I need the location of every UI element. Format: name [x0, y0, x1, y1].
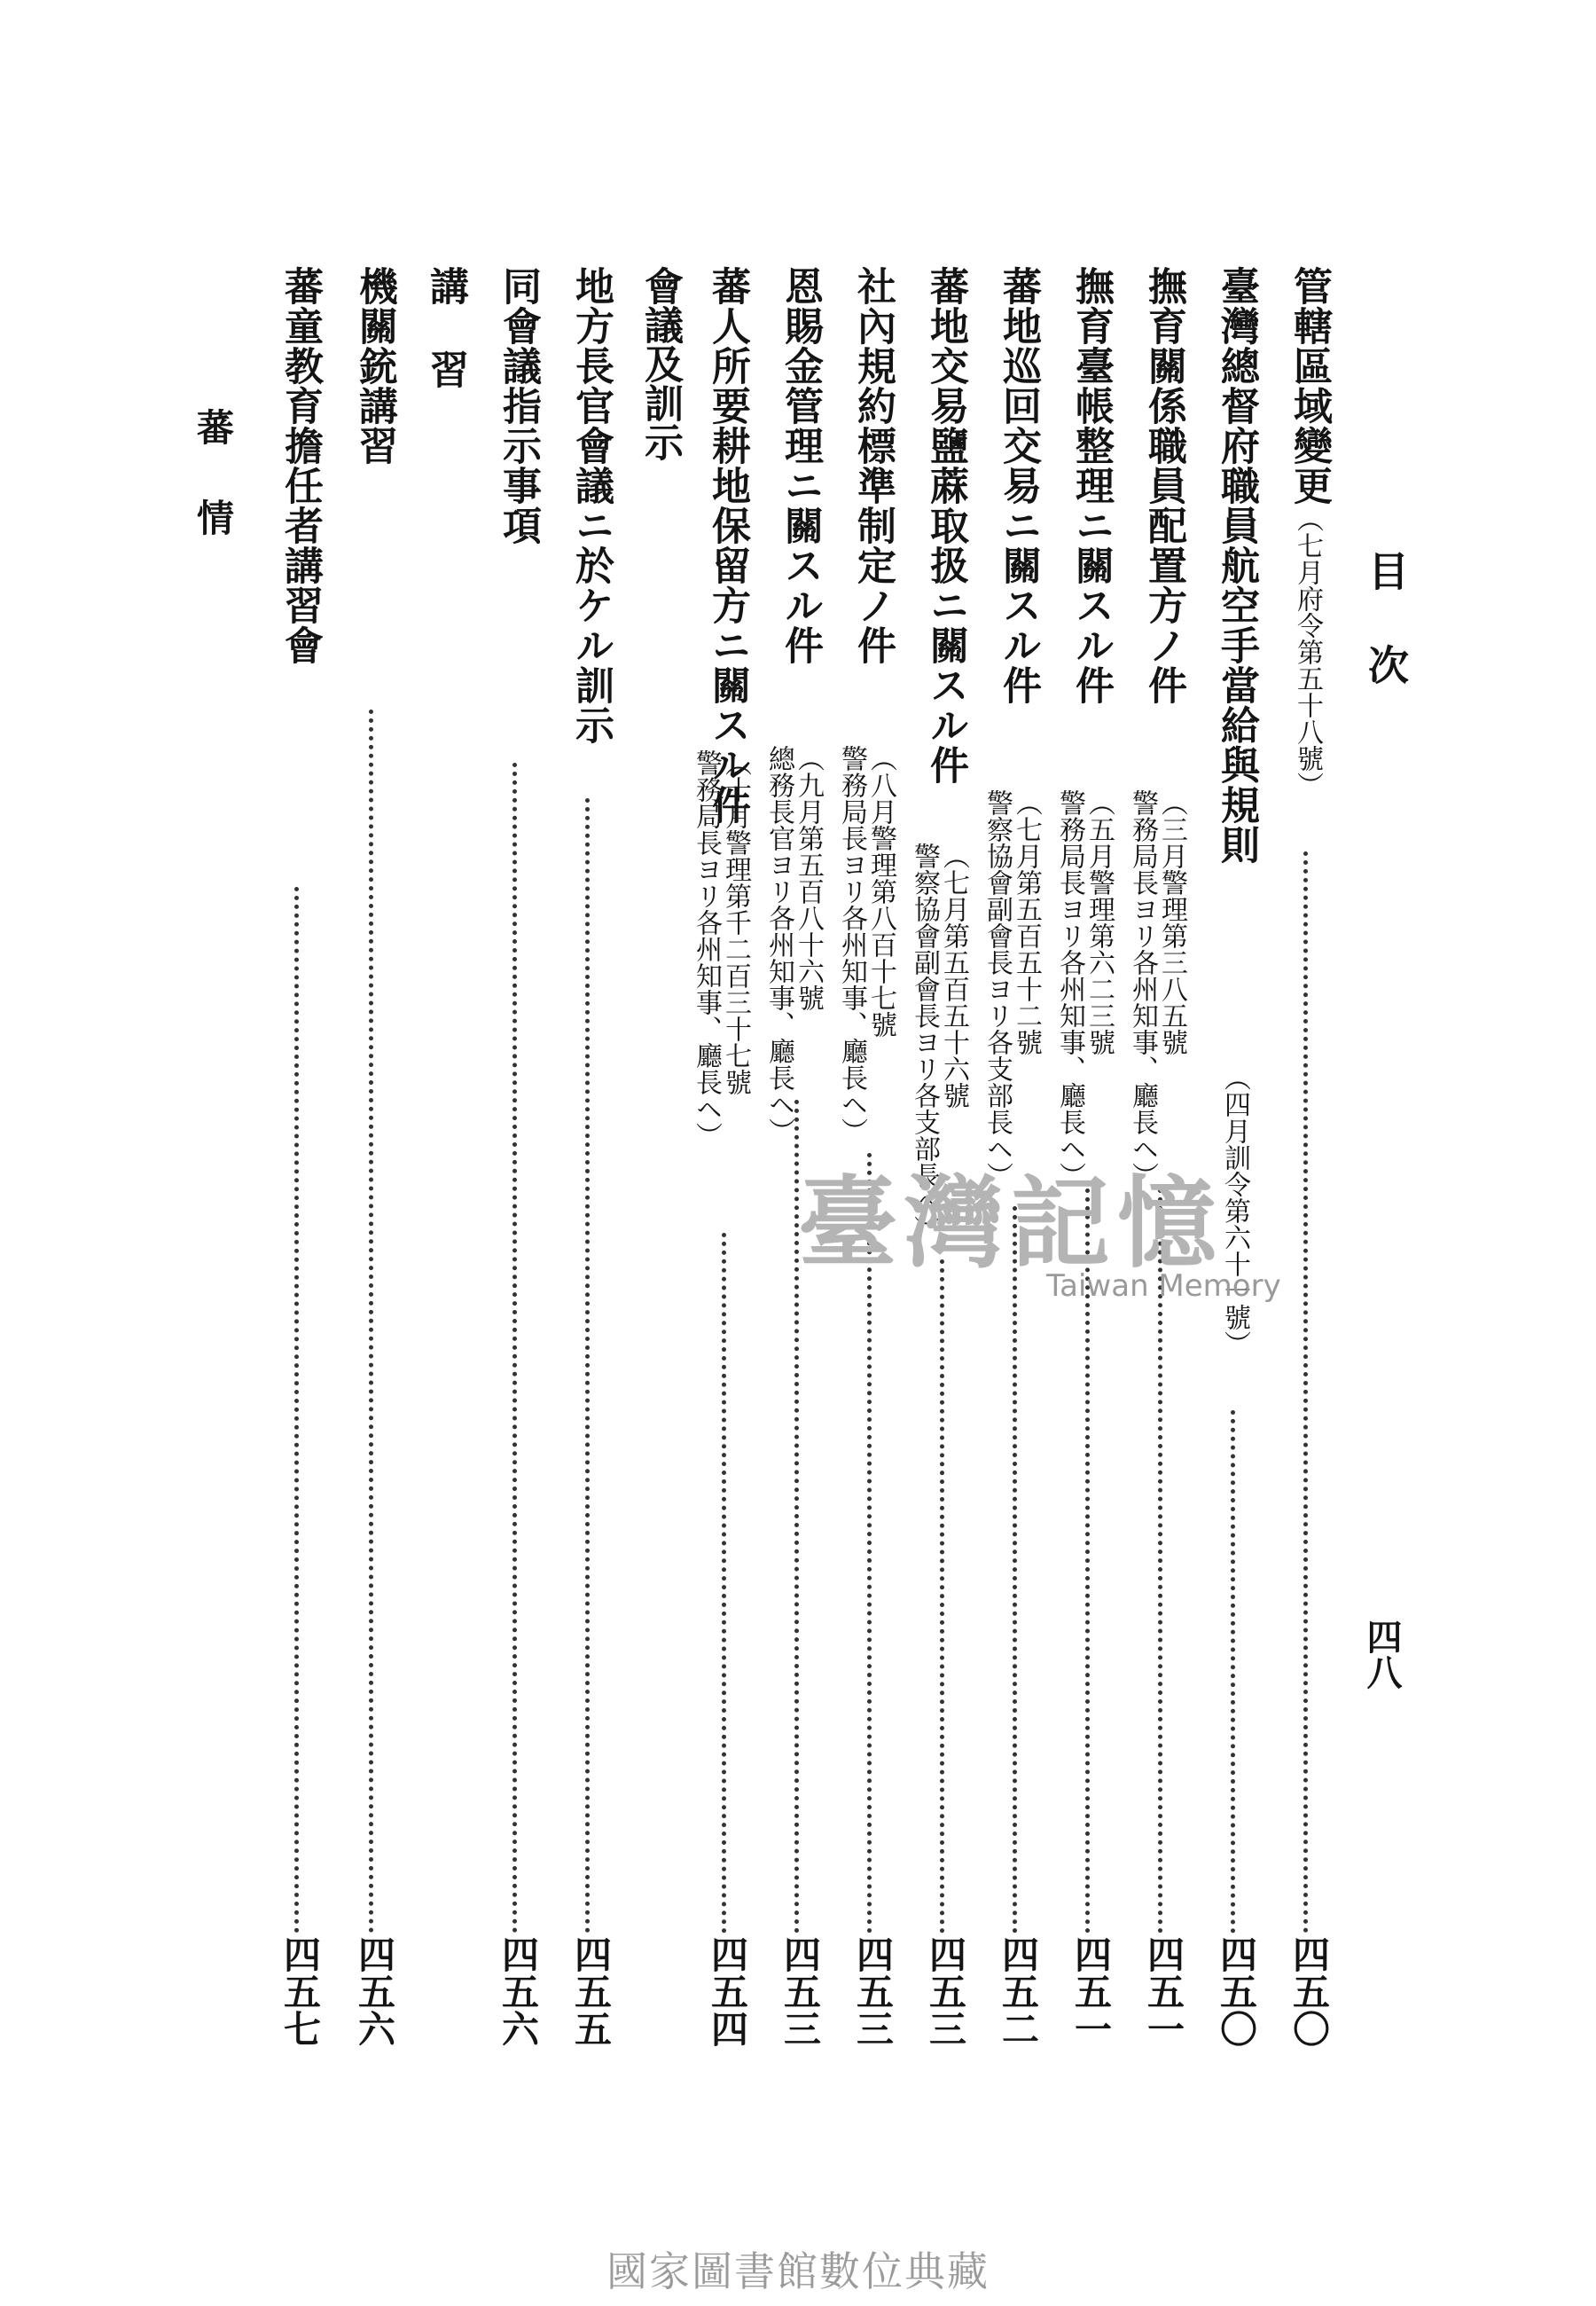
- toc-entry-page: 四五一: [1142, 1935, 1185, 2047]
- toc-entry-note-line: 總務長官ヨリ各州知事、廳長ヘ）: [763, 745, 794, 1144]
- toc-entry-title: 機關銃講習: [352, 266, 397, 466]
- dot-leader: [940, 1259, 944, 1933]
- toc-entry-note-line: 警務局長ヨリ各州知事、廳長ヘ）: [836, 745, 867, 1144]
- toc-entry: [1277, 266, 1341, 2047]
- collection-stamp: 國家圖書館數位典藏: [606, 2247, 990, 2295]
- toc-entry-page: 四五六: [353, 1935, 396, 2047]
- toc-entry: [342, 266, 406, 2047]
- toc-entry-title: 蕃地巡回交易ニ關スル件: [996, 266, 1041, 705]
- toc-entry-note: [1128, 789, 1186, 1188]
- toc-entry-note: [1220, 1064, 1249, 1357]
- toc-entry-page: 四五四: [706, 1935, 749, 2047]
- toc-entry-title: 蕃童教育擔任者講習會: [278, 266, 323, 665]
- toc-entry-note-line: （七月府令第五十八號）: [1292, 506, 1323, 798]
- toc-entry-note-line: 警務局長ヨリ各州知事、廳長ヘ）: [1054, 789, 1085, 1188]
- toc-entry-title: 同會議指示事項: [496, 266, 541, 545]
- toc-entry: [268, 266, 332, 2047]
- toc-entry-note-line: （七月第五百五十六號: [938, 843, 969, 1109]
- dot-leader: [1013, 1206, 1017, 1933]
- toc-entry-title: 臺灣總督府職員航空手當給與規則: [1214, 266, 1259, 865]
- dot-leader: [1231, 1410, 1235, 1933]
- toc-entry-note: [1293, 506, 1322, 798]
- toc-entry-note-line: （十月警理第千二百三十七號: [720, 749, 751, 1095]
- dot-leader: [722, 1233, 726, 1933]
- toc-entry-title: 地方長官會議ニ於ケル訓示: [568, 266, 614, 745]
- toc-entry-title: 管轄區域變更: [1287, 266, 1332, 506]
- toc-entry-note-line: （四月訓令第六十一號）: [1219, 1064, 1250, 1357]
- toc-entry-page: 四五〇: [1287, 1935, 1331, 2047]
- dot-leader: [369, 710, 373, 1933]
- watermark-logo-text: 臺灣記憶: [798, 1165, 1224, 1282]
- toc-entry-note: [837, 745, 896, 1144]
- toc-entry-page: 四五〇: [1215, 1935, 1258, 2047]
- toc-entry-page: 四五五: [569, 1935, 613, 2047]
- dot-leader: [512, 763, 517, 1933]
- toc-entry-note: [692, 749, 750, 1149]
- toc-entry-note-line: （三月警理第三八五號: [1156, 789, 1187, 1055]
- toc-entry-title: 社內規約標準制定ノ件: [850, 266, 896, 665]
- toc-entry-note-line: （五月警理第六二三號: [1084, 789, 1115, 1055]
- toc-entry-page: 四五三: [851, 1935, 895, 2047]
- toc-entry-page: 四五六: [497, 1935, 540, 2047]
- toc-entry-page: 四五七: [278, 1935, 322, 2047]
- toc-entry-page: 四五二: [997, 1935, 1040, 2047]
- page-number: 四八: [1361, 1619, 1403, 1690]
- watermark-subtitle: Taiwan Memory: [1046, 1268, 1281, 1304]
- toc-entry-title: 撫育關係職員配置方ノ件: [1141, 266, 1186, 705]
- toc-entry: [559, 266, 622, 2047]
- toc-entry: [691, 266, 759, 2047]
- next-section-heading: 蕃情: [192, 408, 235, 589]
- toc-entry-title: 蕃人所要耕地保留方ニ關スル件: [705, 266, 750, 825]
- dot-leader: [585, 798, 590, 1933]
- dot-leader: [1303, 851, 1308, 1933]
- toc-entry-note-line: 警務局長ヨリ各州知事、廳長ヘ）: [1127, 789, 1158, 1188]
- page-heading: 目次: [1362, 550, 1410, 738]
- toc-entry-title: 蕃地交易鹽蔴取扱ニ關スル件: [923, 266, 968, 785]
- toc-entry-title: 恩賜金管理ニ關スル件: [778, 266, 823, 665]
- toc-entry-note-line: 警察協會副會長ヨリ各支部長ヘ）: [909, 843, 940, 1242]
- toc-entry-note-line: （九月第五百八十六號: [793, 745, 824, 1011]
- toc-entry-note-line: （七月第五百五十二號: [1011, 789, 1042, 1055]
- toc-entry-note: [764, 745, 823, 1144]
- toc-entry: [486, 266, 550, 2047]
- toc-entry-note: [982, 789, 1041, 1188]
- toc-entry-page: 四五三: [924, 1935, 967, 2047]
- toc-entry-note: [1055, 789, 1114, 1188]
- toc-entry-page: 四五一: [1069, 1935, 1113, 2047]
- toc-entry-title: 撫育臺帳整理ニ關スル件: [1068, 266, 1114, 705]
- dot-leader: [294, 887, 299, 1933]
- toc-entry-page: 四五三: [778, 1935, 822, 2047]
- toc-entry-note-line: 警務局長ヨリ各州知事、廳長ヘ）: [691, 749, 722, 1149]
- section-heading-meetings: 會議及訓示: [638, 266, 683, 461]
- section-heading-training: 講習: [423, 266, 468, 433]
- toc-entry-note-line: （八月警理第八百十七號: [865, 745, 896, 1038]
- toc-entry-note-line: 警察協會副會長ヨリ各支部長ヘ）: [982, 789, 1013, 1188]
